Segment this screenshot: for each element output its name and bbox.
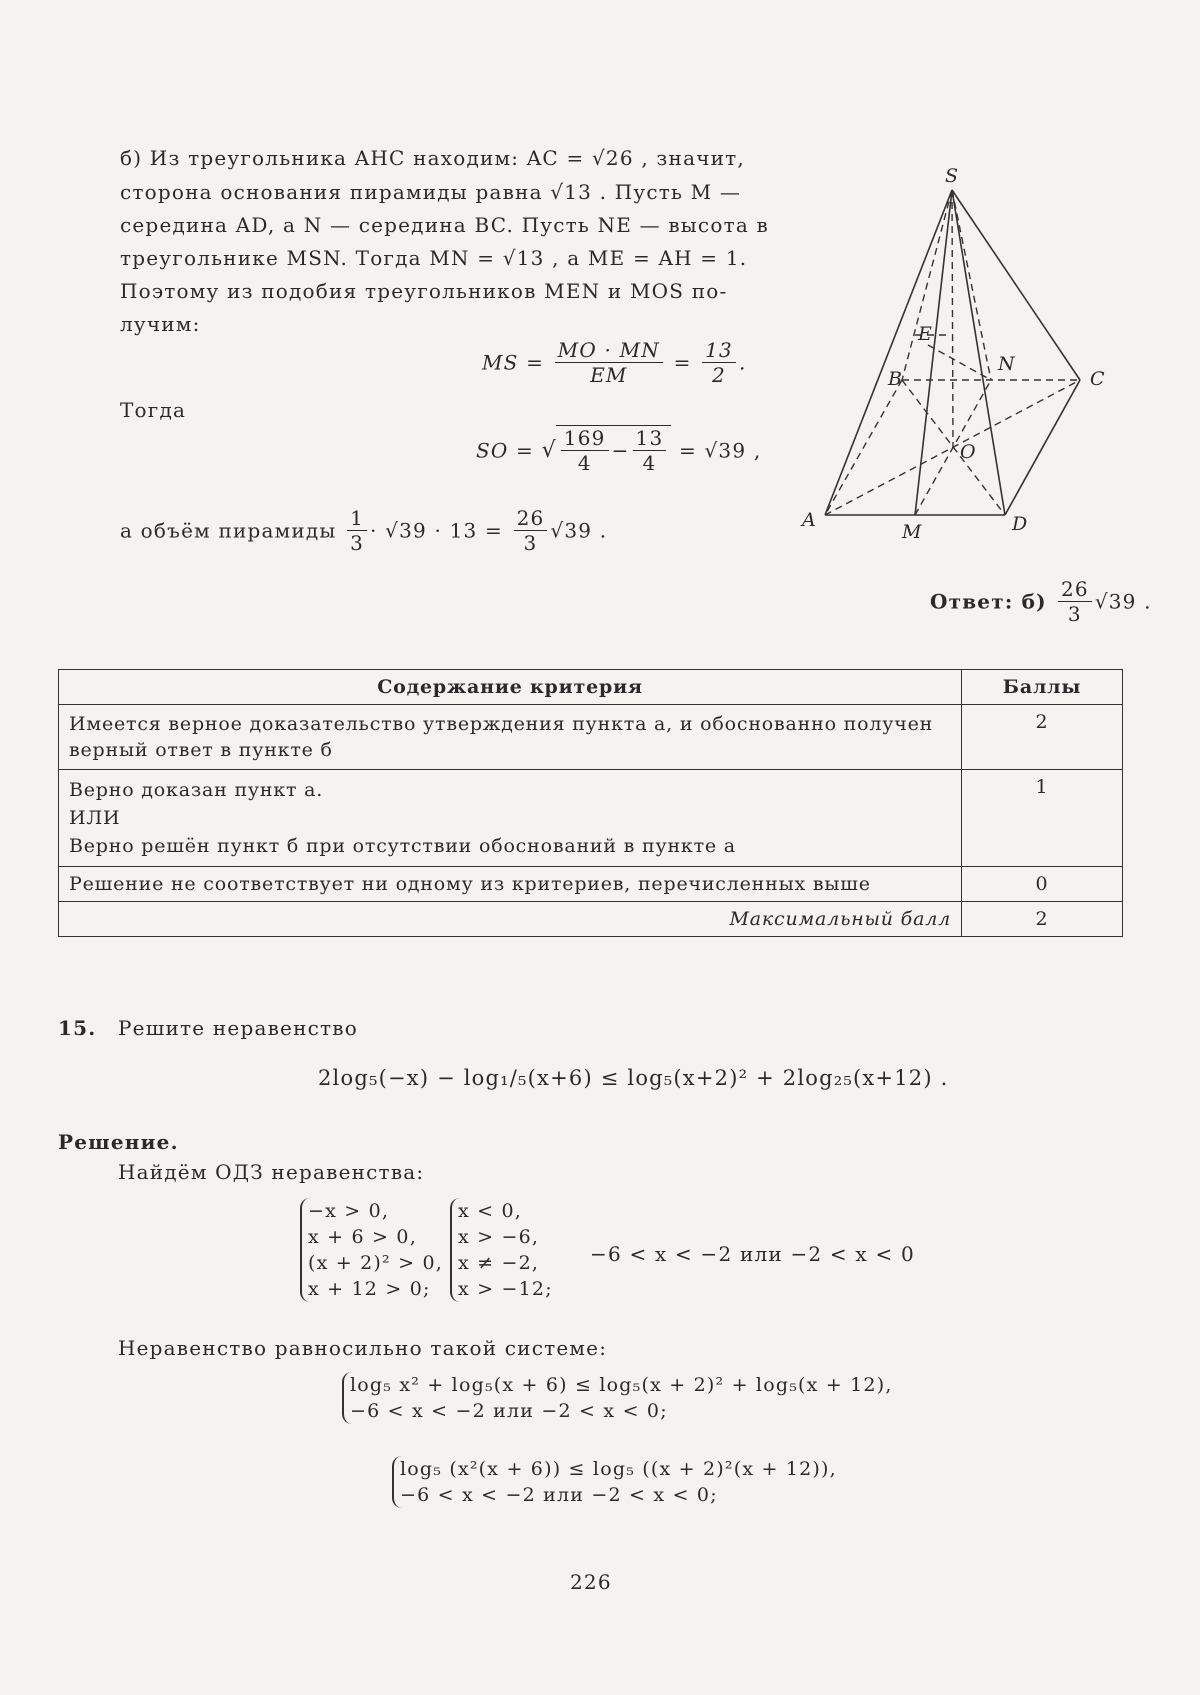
part-b-line-3: середина AD, а N — середина BC. Пусть NE — высота в [120, 213, 769, 237]
label-n: N [998, 353, 1015, 375]
part-b-line-2: сторона основания пирамиды равна √13 . Пусть M — [120, 180, 742, 204]
equiv-label: Неравенство равносильно такой системе: [118, 1336, 608, 1360]
vol-den2: 3 [523, 531, 538, 555]
answer-line [930, 577, 1152, 626]
odz2-line: x > −6, [458, 1226, 540, 1248]
sys3-line: −6 < x < −2 или −2 < x < 0; [350, 1400, 668, 1422]
ms-den: EM [590, 363, 628, 387]
part-b-line-5: Поэтому из подобия треугольников MEN и MOS по- [120, 279, 728, 303]
vol-den1: 3 [350, 531, 365, 555]
so-num2: 13 [633, 426, 667, 451]
so-lhs: SO = [476, 438, 535, 463]
so-den2: 4 [642, 451, 657, 475]
vol-tail: √39 . [550, 518, 608, 543]
height-ne [928, 345, 991, 380]
table-header-row [59, 670, 1123, 705]
so-num1: 169 [561, 426, 609, 451]
criterion-points: 2 [962, 705, 1123, 770]
pyramid-diagram [790, 160, 1120, 560]
vol-num2: 26 [514, 506, 548, 531]
label-s: S [945, 165, 959, 187]
so-result: = √39 , [678, 438, 762, 463]
sys3-line: log₅ x² + log₅(x + 6) ≤ log₅(x + 2)² + log₅(x + 12), [350, 1374, 893, 1396]
header-criterion: Содержание критерия [59, 670, 962, 705]
part-b-line-4: треугольнике MSN. Тогда MN = √13 , а ME = AH = 1. [120, 246, 748, 270]
equiv-system-1 [342, 1372, 893, 1424]
max-label: Максимальный балл [59, 902, 962, 937]
task-number: 15. [58, 1016, 97, 1040]
criterion-text-line-3: Верно решён пункт б при отсутствии обоснований в пункте а [69, 835, 736, 857]
ms-eq: = [673, 350, 692, 375]
odz-label: Найдём ОДЗ неравенства: [118, 1160, 425, 1184]
volume-label: а объём пирамиды [120, 518, 337, 543]
odz-system-2 [450, 1198, 553, 1302]
label-o: O [960, 441, 976, 463]
answer-den: 3 [1067, 602, 1082, 626]
ms-res-num: 13 [702, 338, 736, 363]
solution-label: Решение. [58, 1130, 179, 1154]
sys4-line: −6 < x < −2 или −2 < x < 0; [400, 1484, 718, 1506]
part-b-line-6: лучим: [120, 312, 201, 336]
so-formula: SO = √ $\frac{169}{4}$ − $\frac{13}{4}$ = √39 , [476, 426, 762, 475]
label-c: C [1090, 368, 1105, 390]
label-d: D [1012, 513, 1028, 535]
table-row [59, 770, 1123, 867]
odz2-line: x < 0, [458, 1200, 523, 1222]
label-e: E [918, 323, 932, 345]
criterion-points: 0 [962, 867, 1123, 902]
edge-sb [902, 190, 952, 380]
label-m: M [902, 521, 922, 543]
equiv-system-2 [392, 1456, 837, 1508]
odz1-line: (x + 2)² > 0, [308, 1252, 443, 1274]
ms-result [702, 338, 736, 387]
ms-res-den: 2 [712, 363, 726, 387]
odz-system-1 [300, 1198, 443, 1302]
so-radicand [556, 425, 672, 475]
odz-result: −6 < x < −2 или −2 < x < 0 [590, 1242, 915, 1266]
odz2-line: x ≠ −2, [458, 1252, 540, 1274]
vol-mid: · √39 · 13 = [370, 518, 503, 543]
criterion-text [59, 770, 962, 867]
part-b-line-1: б) Из треугольника AHC находим: AC = √26 , значит, [120, 146, 745, 170]
task-inequality: 2log₅(−x) − log₁/₅(x+6) ≤ log₅(x+2)² + 2log₂₅(x+12) . [318, 1066, 949, 1090]
table-row [59, 705, 1123, 770]
edge-ba [825, 380, 902, 515]
then-label: Тогда [120, 398, 187, 422]
volume-line [120, 506, 607, 555]
criterion-text: Решение не соответствует ни одному из критериев, перечисленных выше [59, 867, 962, 902]
criterion-text-line-1: Верно доказан пункт а. [69, 779, 324, 801]
label-b: B [888, 368, 902, 390]
max-points: 2 [962, 902, 1123, 937]
page-number: 226 [570, 1570, 612, 1594]
odz2-line: x > −12; [458, 1278, 553, 1300]
task-prompt: Решите неравенство [118, 1016, 358, 1040]
odz1-line: x + 12 > 0; [308, 1278, 431, 1300]
ms-formula: MS = $\frac{MO \cdot MN}{EM}$ = $\frac{13}{2}$ . [482, 338, 747, 387]
header-points: Баллы [962, 670, 1123, 705]
criterion-text: Имеется верное доказательство утверждения пункта а, и обоснованно получен верный ответ в пункте б [59, 705, 962, 770]
sys4-line: log₅ (x²(x + 6)) ≤ log₅ ((x + 2)²(x + 12)), [400, 1458, 837, 1480]
so-den1: 4 [577, 451, 592, 475]
so-minus: − [611, 438, 630, 463]
criterion-text-line-2: ИЛИ [69, 807, 121, 829]
criterion-points: 1 [962, 770, 1123, 867]
label-a: A [802, 509, 816, 531]
table-row [59, 867, 1123, 902]
ms-num: MO · MN [555, 338, 663, 363]
odz1-line: −x > 0, [308, 1200, 390, 1222]
ms-lhs: MS = [482, 350, 545, 375]
vol-num1: 1 [347, 506, 367, 531]
answer-num: 26 [1058, 577, 1092, 602]
height-so [952, 190, 953, 448]
table-row-max [59, 902, 1123, 937]
answer-tail: √39 . [1094, 589, 1152, 614]
ms-fraction [555, 338, 663, 387]
criteria-table [58, 669, 1123, 937]
answer-label: Ответ: б) [930, 589, 1047, 614]
odz1-line: x + 6 > 0, [308, 1226, 417, 1248]
